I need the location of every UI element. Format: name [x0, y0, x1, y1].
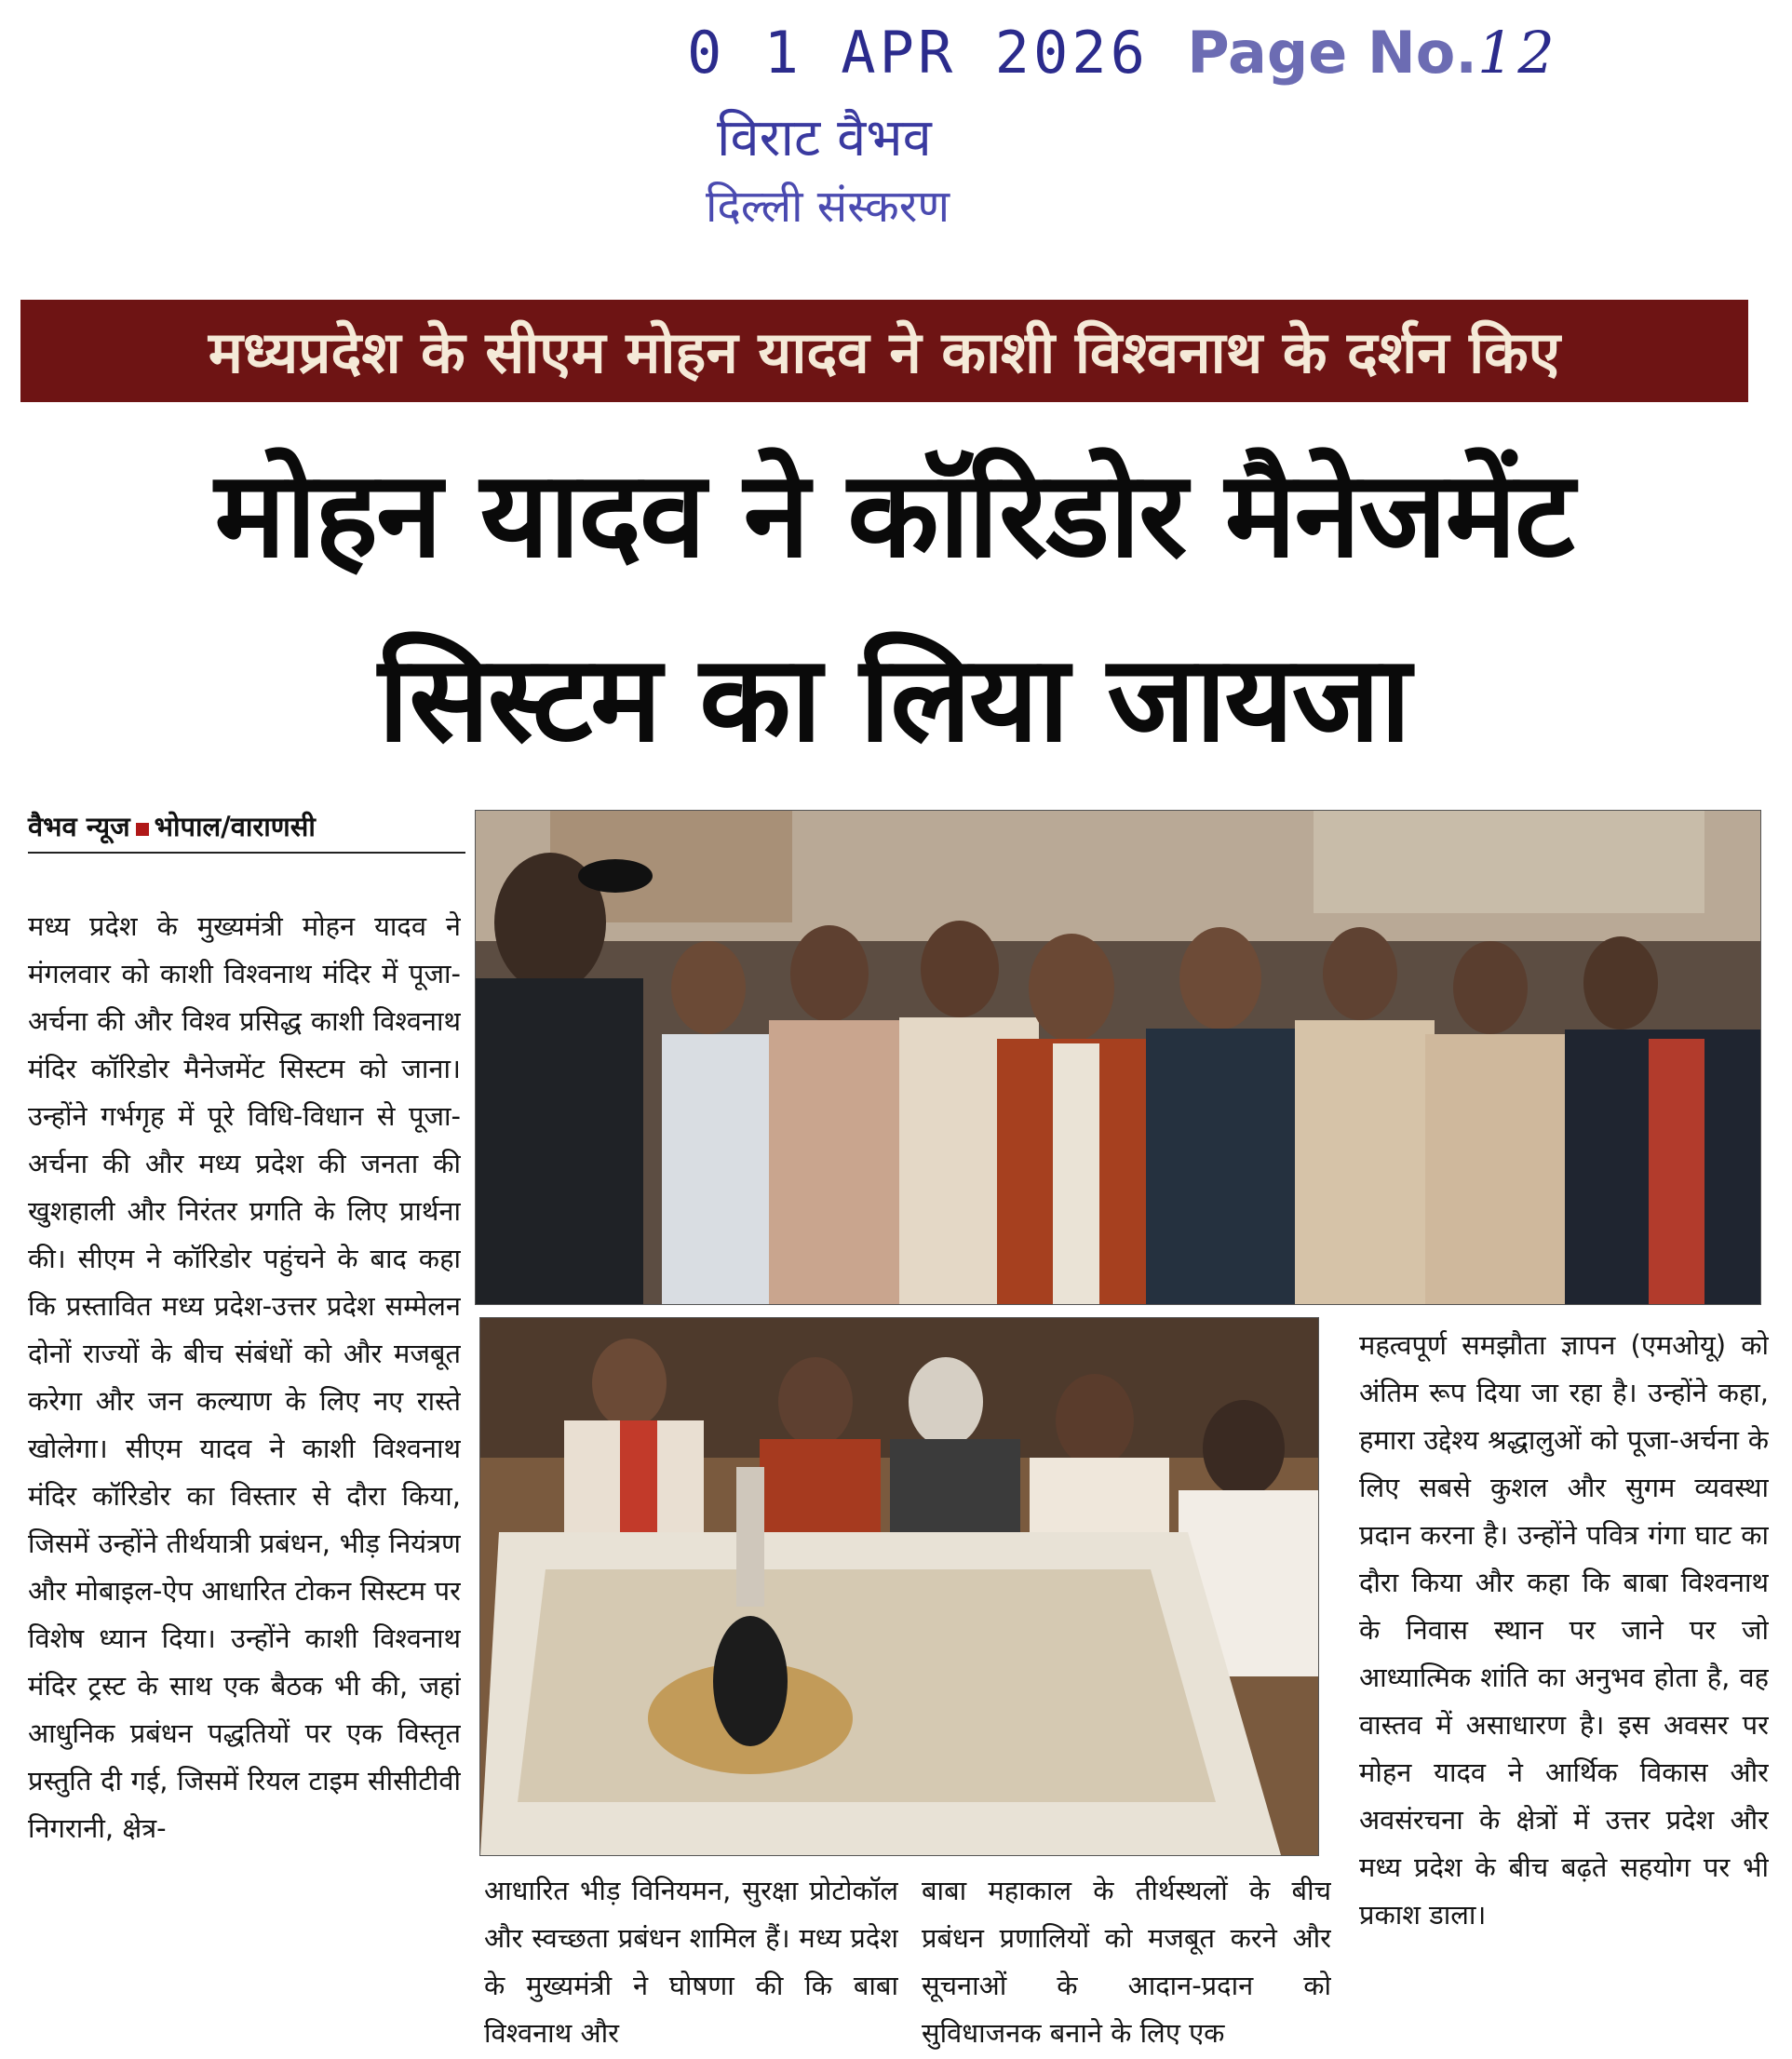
photo-cm-worship-sanctum-image [480, 1318, 1318, 1855]
article-column-bottom-b [922, 1867, 1331, 2053]
headline [28, 424, 1759, 792]
article-paragraph: मध्य प्रदेश के मुख्यमंत्री मोहन यादव ने मंगलवार को काशी विश्वनाथ मंदिर में पूजा-अर्चना की और विश्व प्रसिद्ध काशी विश्वनाथ मंदिर कॉरिडोर मैनेजमेंट सिस्टम को जाना। उन्होंने गर्भगृह में पूरे विधि-विधान से पूजा-अर्चना की और मध्य प्रदेश की जनता की खुशहाली और निरंतर प्रगति के लिए प्रार्थना की। सीएम ने कॉरिडोर पहुंचने के बाद कहा कि प्रस्तावित मध्य प्रदेश-उत्तर प्रदेश सम्मेलन दोनों राज्यों के बीच संबंधों को और मजबूत करेगा और जन कल्याण के लिए नए रास्ते खोलेगा। सीएम यादव ने काशी विश्वनाथ मंदिर कॉरिडोर का विस्तार से दौरा किया, जिसमें उन्होंने तीर्थयात्री प्रबंधन, भीड़ नियंत्रण और मोबाइल-ऐप आधारित टोकन सिस्टम पर विशेष ध्यान दिया। उन्होंने काशी विश्वनाथ मंदिर ट्रस्ट के साथ एक बैठक भी की, जहां आधुनिक प्रबंधन पद्धतियों पर एक विस्तृत प्रस्तुति दी गई, जिसमें रियल टाइम सीसीटीवी निगरानी, क्षेत्र- [28, 910, 461, 1844]
article-paragraph: महत्वपूर्ण समझौता ज्ञापन (एमओयू) को अंतिम रूप दिया जा रहा है। उन्होंने कहा, हमारा उद्देश्य श्रद्धालुओं को पूजा-अर्चना के लिए सबसे कुशल और सुगम व्यवस्था प्रदान करना है। उन्होंने पवित्र गंगा घाट का दौरा किया और कहा कि बाबा विश्वनाथ के निवास स्थान पर जाने पर जो आध्यात्मिक शांति का अनुभव होता है, वह वास्तव में असाधारण है। इस अवसर पर मोहन यादव ने आर्थिक विकास और अवसंरचना के क्षेत्रों में उत्तर प्रदेश और मध्य प्रदेश के बीच बढ़ते सहयोग पर भी प्रकाश डाला। [1359, 1329, 1769, 1931]
photo-cm-touring-corridor [475, 810, 1761, 1305]
byline-separator-icon [136, 823, 149, 836]
article-column-left [28, 903, 461, 2048]
article-column-bottom-a [484, 1867, 898, 2053]
byline-location: भोपाल/वाराणसी [154, 811, 316, 842]
headline-line-2: सिस्टम का लिया जायजा [378, 630, 1409, 769]
photo-cm-worship-sanctum [479, 1317, 1319, 1856]
stamp-page-label: Page No. [1187, 19, 1477, 87]
stamp-newspaper-name: विराट वैभव [717, 108, 932, 168]
article-paragraph: आधारित भीड़ विनियमन, सुरक्षा प्रोटोकॉल और स्वच्छता प्रबंधन शामिल हैं। मध्य प्रदेश के मुख्यमंत्री ने घोषणा की कि बाबा विश्वनाथ और [484, 1875, 898, 2049]
kicker-text: मध्यप्रदेश के सीएम मोहन यादव ने काशी विश्वनाथ के दर्शन किए [208, 318, 1561, 386]
stamp-page-number: 12 [1476, 19, 1558, 87]
byline [28, 808, 465, 854]
kicker-banner [20, 300, 1748, 402]
headline-line-1: मोहन यादव ने कॉरिडोर मैनेजमेंट [214, 446, 1573, 585]
stamp-date [687, 19, 1558, 87]
article-column-right [1359, 1322, 1769, 2048]
article-paragraph: बाबा महाकाल के तीर्थस्थलों के बीच प्रबंधन प्रणालियों को मजबूत करने और सूचनाओं के आदान-प्रदान को सुविधाजनक बनाने के लिए एक [922, 1875, 1331, 2049]
stamp-edition: दिल्ली संस्करण [706, 181, 950, 233]
photo-cm-touring-corridor-image [476, 811, 1760, 1304]
stamp-date-text: 0 1 APR 2026 [687, 19, 1149, 87]
byline-agency: वैभव न्यूज [28, 811, 130, 842]
